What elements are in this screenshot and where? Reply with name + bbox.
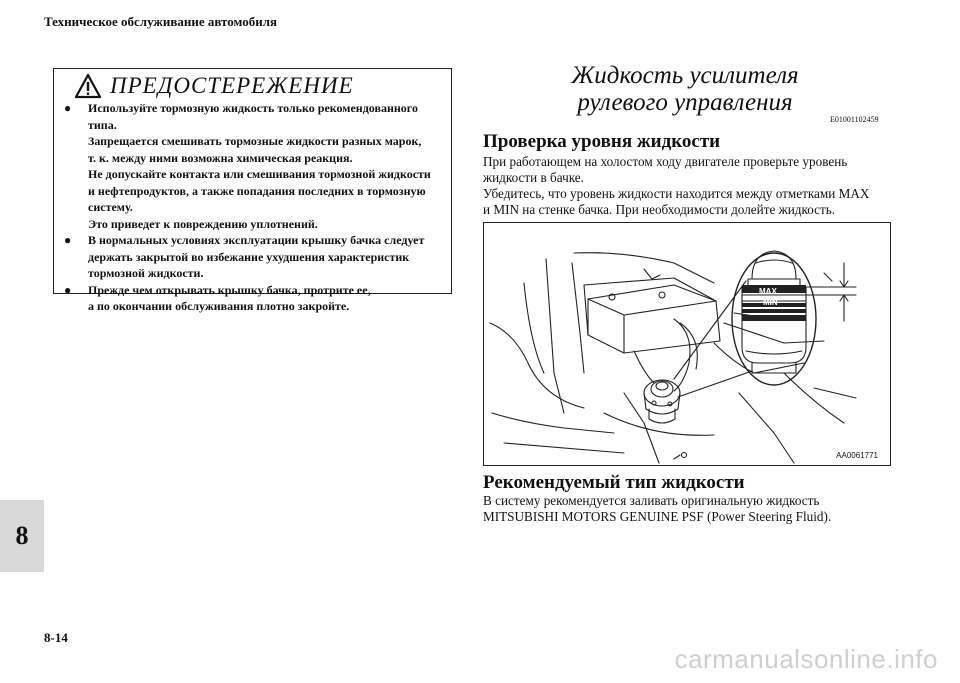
warning-title: ПРЕДОСТЕРЕЖЕНИЕ: [110, 73, 354, 98]
warning-line: В нормальных условиях эксплуатации крышку бачка следует: [88, 233, 425, 247]
section-title-line: рулевого управления: [577, 89, 793, 116]
warning-line: т. к. между ними возможна химическая реакция.: [88, 150, 353, 165]
section-code: E01001102459: [830, 115, 879, 124]
bullet-icon: ●: [64, 233, 72, 247]
body-line: Убедитесь, что уровень жидкости находится между отметками MAX: [483, 186, 870, 201]
recommended-text: [483, 493, 831, 525]
chapter-tab: [0, 500, 44, 572]
recommended-heading: Рекомендуемый тип жидкости: [483, 472, 745, 493]
warning-item: [64, 232, 443, 282]
body-line: жидкости в бачке.: [483, 170, 584, 185]
warning-box: [53, 68, 452, 313]
warning-item: [64, 100, 443, 232]
warning-line: Прежде чем открывать крышку бачка, протрите ее,: [88, 282, 371, 297]
body-line: В систему рекомендуется заливать оригинальную жидкость: [483, 493, 820, 508]
reservoir-figure: [483, 222, 891, 466]
warning-line: Это приведет к повреждению уплотнений.: [88, 216, 318, 231]
warning-title-bar: [74, 73, 354, 99]
running-header: Техническое обслуживание автомобиля: [44, 14, 278, 29]
bullet-icon: ●: [64, 101, 72, 115]
warning-line: тормозной жидкости.: [88, 266, 204, 280]
warning-list: [64, 100, 443, 315]
warning-item: [64, 282, 443, 315]
body-line: MITSUBISHI MOTORS GENUINE PSF (Power Steering Fluid).: [483, 509, 832, 524]
body-line: При работающем на холостом ходу двигателе проверьте уровень: [483, 154, 848, 169]
body-line: и MIN на стенке бачка. При необходимости долейте жидкость.: [483, 202, 836, 217]
check-level-text: [483, 154, 869, 218]
check-level-heading: Проверка уровня жидкости: [483, 131, 721, 152]
watermark: carmanualsonline.info: [674, 644, 938, 674]
warning-line: а по окончании обслуживания плотно закройте.: [88, 299, 350, 313]
min-label: MIN: [763, 298, 778, 307]
section-title-line: Жидкость усилителя: [571, 62, 799, 89]
warning-line: и нефтепродуктов, а также попадания последних в тормозную: [88, 183, 426, 198]
max-label: MAX: [759, 287, 777, 296]
chapter-number: 8: [15, 521, 29, 550]
section-title: [480, 62, 890, 116]
bullet-icon: ●: [64, 282, 72, 297]
warning-line: Не допускайте контакта или смешивания тормозной жидкости: [88, 167, 431, 181]
warning-line: держать закрытой во избежание ухудшения характеристик: [88, 249, 410, 264]
warning-triangle-icon: [74, 73, 102, 99]
engine-bay-illustration: [484, 223, 892, 467]
warning-line: Используйте тормозную жидкость только рекомендованного: [88, 101, 418, 115]
figure-code: AA0061771: [836, 451, 878, 460]
warning-line: Запрещается смешивать тормозные жидкости разных марок,: [88, 134, 422, 148]
page-number: 8-14: [44, 630, 68, 645]
warning-line: типа.: [88, 117, 117, 132]
warning-line: систему.: [88, 200, 133, 214]
